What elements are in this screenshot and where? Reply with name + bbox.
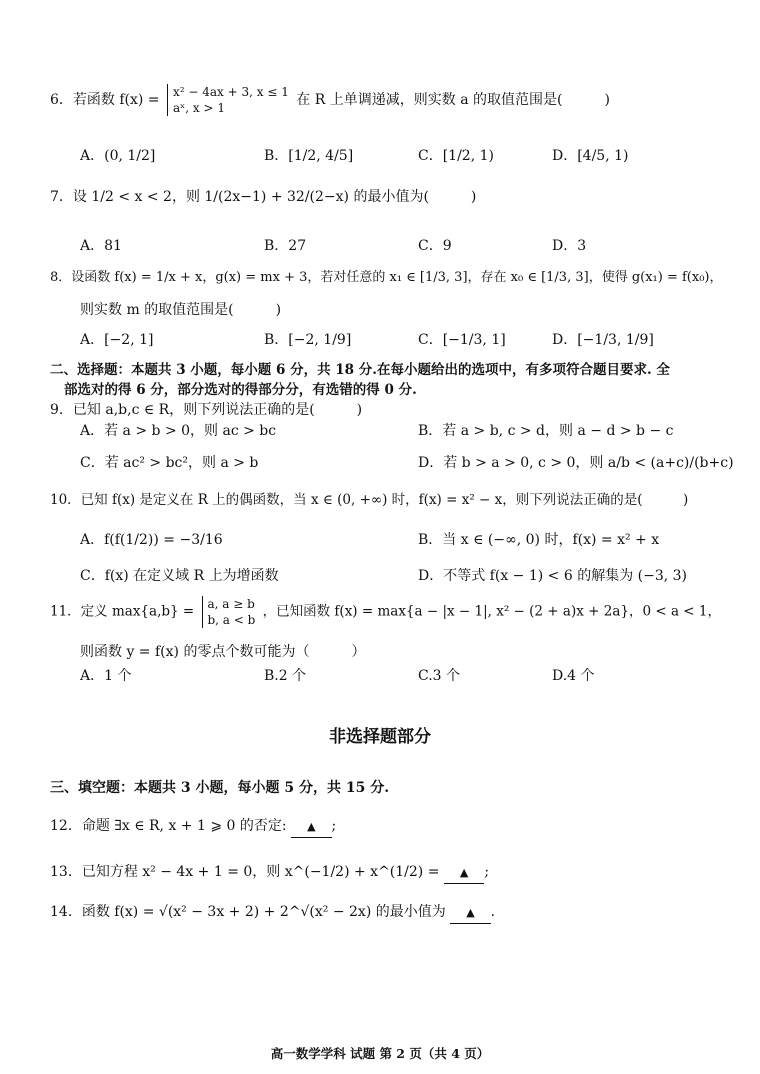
q14-end: . [490,904,496,920]
q6-option-c: C．[1/2, 1) [418,148,494,164]
question-6 [50,84,610,116]
q9-option-b: B．若 a > b, c > d，则 a − d > b − c [418,423,674,439]
q7-option-d: D．3 [552,238,587,254]
q10-option-b: B．当 x ∈ (−∞, 0) 时，f(x) = x² + x [418,532,660,548]
q12-text: 12．命题 ∃x ∈ R, x + 1 ⩾ 0 的否定: [50,818,287,834]
q14-text: 14．函数 f(x) = √(x² − 3x + 2) + 2^√(x² − 2x) 的最小值为 [50,904,446,920]
q11-piecewise [202,596,256,628]
question-8-line-1: 8．设函数 f(x) = 1/x + x，g(x) = mx + 3，若对任意的 x₁ ∈ [1/3, 3]，存在 x₀ ∈ [1/3, 3]，使得 g(x₁) = f(x₀)， [50,270,723,285]
q11-prefix: 11．定义 max{a,b} = [50,603,195,620]
q6-piecewise [167,84,289,116]
question-12 [50,816,336,838]
q11-option-a: A．1 个 [80,668,132,684]
q7-option-a: A．81 [80,238,122,254]
question-9: 9．已知 a,b,c ∈ R，则下列说法正确的是( ) [50,402,363,418]
q9-option-c: C．若 ac² > bc²，则 a > b [80,455,259,471]
q11-option-d: D.4 个 [552,668,595,684]
q10-option-a: A．f(f(1/2)) = −3/16 [80,532,223,548]
q14-answer-blank: ▲ [450,903,490,924]
q11-case-1: a, a ≥ b [207,597,255,611]
q11-option-c: C.3 个 [418,668,461,684]
question-13 [50,862,489,884]
q6-prefix: 6．若函数 f(x) = [50,92,160,108]
q8-option-a: A．[−2, 1] [80,332,154,348]
q10-option-c: C．f(x) 在定义域 R 上为增函数 [80,568,279,584]
section-3-header: 三、填空题：本题共 3 小题，每小题 5 分，共 15 分. [50,780,390,796]
q8-option-c: C．[−1/3, 1] [418,332,506,348]
q11-option-b: B.2 个 [264,668,307,684]
q8-option-d: D．[−1/3, 1/9] [552,332,654,348]
section-2-header-line-1: 二、选择题：本题共 3 小题，每小题 6 分，共 18 分.在每小题给出的选项中，有多项符合题目要求. 全 [50,362,670,378]
q6-option-b: B．[1/2, 4/5] [264,148,354,164]
q11-suffix: ，已知函数 f(x) = max{a − |x − 1|, x² − (2 + a)x + 2a}，0 < a < 1， [262,603,721,620]
q7-option-b: B．27 [264,238,307,254]
q9-option-d: D．若 b > a > 0, c > 0，则 a/b < (a+c)/(b+c) [418,455,734,471]
question-8-line-2: 则实数 m 的取值范围是( ) [80,302,282,318]
q6-option-d: D．[4/5, 1) [552,148,629,164]
q6-suffix: 在 R 上单调递减，则实数 a 的取值范围是( ) [296,92,610,108]
question-14 [50,902,495,924]
q6-case-2: aˣ, x > 1 [173,101,225,115]
q13-text: 13．已知方程 x² − 4x + 1 = 0，则 x^(−1/2) + x^(1/2) = [50,864,440,880]
q11-case-2: b, a < b [207,613,256,627]
question-11 [50,596,721,628]
section-2-header-line-2: 部选对的得 6 分，部分选对的得部分分，有选错的得 0 分. [64,382,417,398]
question-10: 10．已知 f(x) 是定义在 R 上的偶函数，当 x ∈ (0, +∞) 时，f(x) = x² − x，则下列说法正确的是( ) [50,492,689,508]
q6-case-1: x² − 4ax + 3, x ≤ 1 [173,85,289,99]
q10-option-d: D．不等式 f(x − 1) < 6 的解集为 (−3, 3) [418,568,688,584]
q6-option-a: A．(0, 1/2] [80,148,156,164]
q8-option-b: B．[−2, 1/9] [264,332,352,348]
q13-answer-blank: ▲ [444,863,484,884]
question-11-line-2: 则函数 y = f(x) 的零点个数可能为（ ） [80,644,366,660]
q9-option-a: A．若 a > b > 0，则 ac > bc [80,423,277,439]
q7-option-c: C．9 [418,238,452,254]
q12-end: ; [331,818,337,834]
q13-end: ; [484,864,490,880]
part-title: 非选择题部分 [329,727,431,747]
question-7: 7．设 1/2 < x < 2，则 1/(2x−1) + 32/(2−x) 的最小值为( ) [50,189,477,205]
q12-answer-blank: ▲ [291,817,331,838]
page-footer: 高一数学学科 试题 第 2 页（共 4 页） [270,1046,490,1061]
